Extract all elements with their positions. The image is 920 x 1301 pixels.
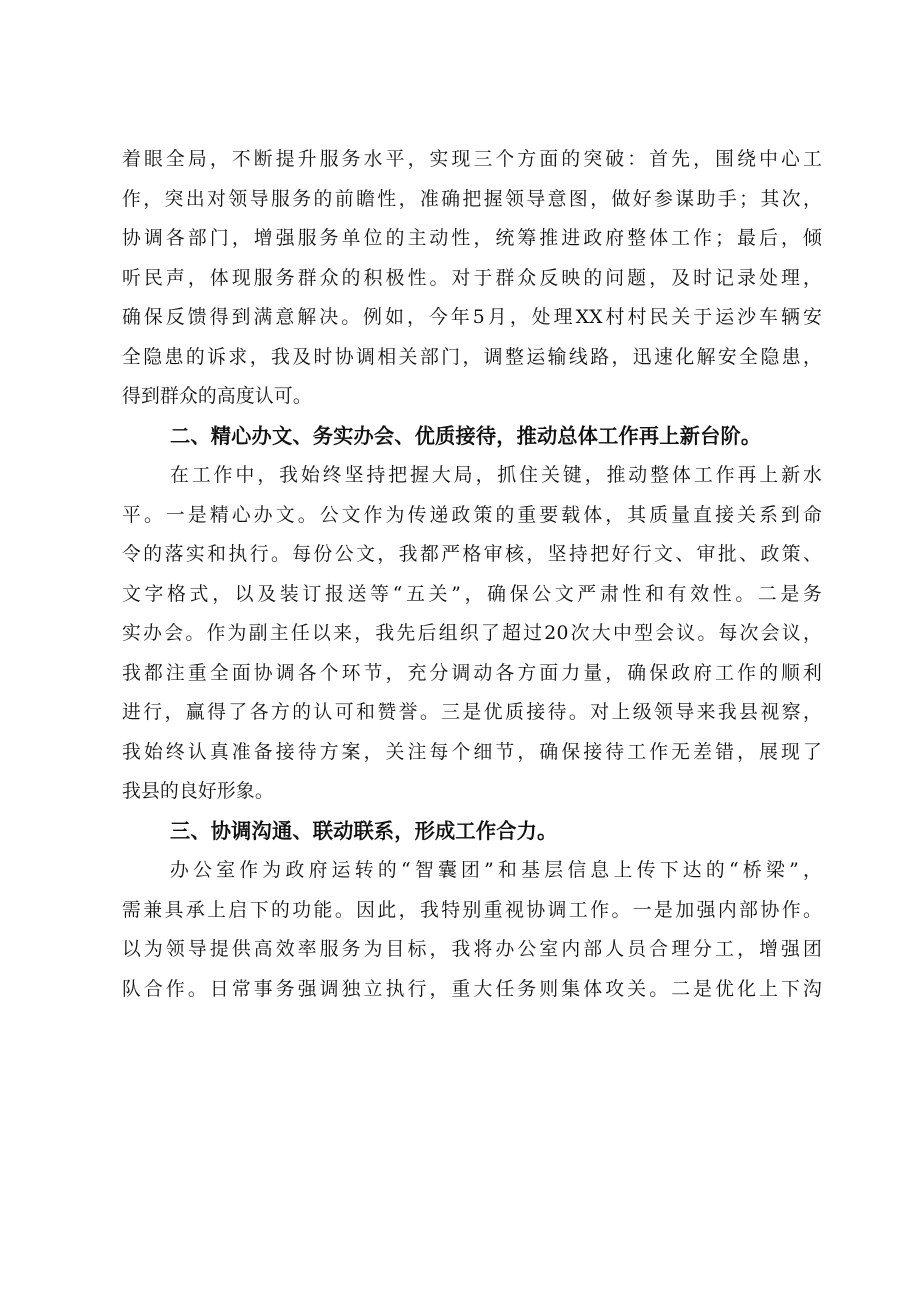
section-heading-3: 三、协调沟通、联动联系，形成工作合力。 bbox=[170, 818, 558, 843]
text-line: 作，突出对领导服务的前瞻性，准确把握领导意图，做好参谋助手；其次， bbox=[122, 188, 822, 210]
text-line: 以为领导提供高效率服务为目标，我将办公室内部人员合理分工，增强团 bbox=[122, 939, 822, 960]
text-line: 我县的良好形象。 bbox=[122, 781, 274, 802]
text-line: 听民声，体现服务群众的积极性。对于群众反映的问题，及时记录处理， bbox=[122, 267, 822, 289]
text-line: 办公室作为政府运转的“智囊团”和基层信息上传下达的“桥梁”， bbox=[170, 860, 822, 881]
text-line: 在工作中，我始终坚持把握大局，抓住关键，推动整体工作再上新水 bbox=[170, 465, 822, 486]
text-line: 队合作。日常事务强调独立执行，重大任务则集体攻关。二是优化上下沟 bbox=[122, 978, 822, 1000]
document-body bbox=[122, 140, 822, 1009]
text-line: 进行，赢得了各方的认可和赞誉。三是优质接待。对上级领导来我县视察， bbox=[122, 702, 822, 723]
section-heading-2: 二、精心办文、务实办会、优质接待，推动总体工作再上新台阶。 bbox=[170, 423, 762, 448]
text-line: 我都注重全面协调各个环节，充分调动各方面力量，确保政府工作的顺利 bbox=[122, 662, 822, 684]
text-line: 得到群众的高度认可。 bbox=[122, 386, 312, 407]
text-line: 实办会。作为副主任以来，我先后组织了超过20次大中型会议。每次会议， bbox=[122, 623, 822, 644]
text-line: 协调各部门，增强服务单位的主动性，统筹推进政府整体工作；最后，倾 bbox=[122, 228, 822, 249]
text-line: 平。一是精心办文。公文作为传递政策的重要载体，其质量直接关系到命 bbox=[122, 504, 822, 526]
text-line: 确保反馈得到满意解决。例如，今年5月，处理XX村村民关于运沙车辆安 bbox=[122, 307, 822, 328]
text-line: 文字格式，以及装订报送等“五关”，确保公文严肃性和有效性。二是务 bbox=[122, 583, 822, 605]
text-line: 需兼具承上启下的功能。因此，我特别重视协调工作。一是加强内部协作。 bbox=[122, 899, 822, 921]
text-line: 令的落实和执行。每份公文，我都严格审核，坚持把好行文、审批、政策、 bbox=[122, 544, 822, 565]
text-line: 着眼全局，不断提升服务水平，实现三个方面的突破：首先，围绕中心工 bbox=[122, 149, 822, 170]
paragraph-coordination bbox=[122, 851, 822, 1009]
paragraph-document-meeting-reception bbox=[122, 456, 822, 812]
text-line: 全隐患的诉求，我及时协调相关部门，调整运输线路，迅速化解安全隐患， bbox=[122, 346, 822, 368]
paragraph-service-breakthroughs bbox=[122, 140, 822, 417]
text-line: 我始终认真准备接待方案，关注每个细节，确保接待工作无差错，展现了 bbox=[122, 741, 822, 763]
